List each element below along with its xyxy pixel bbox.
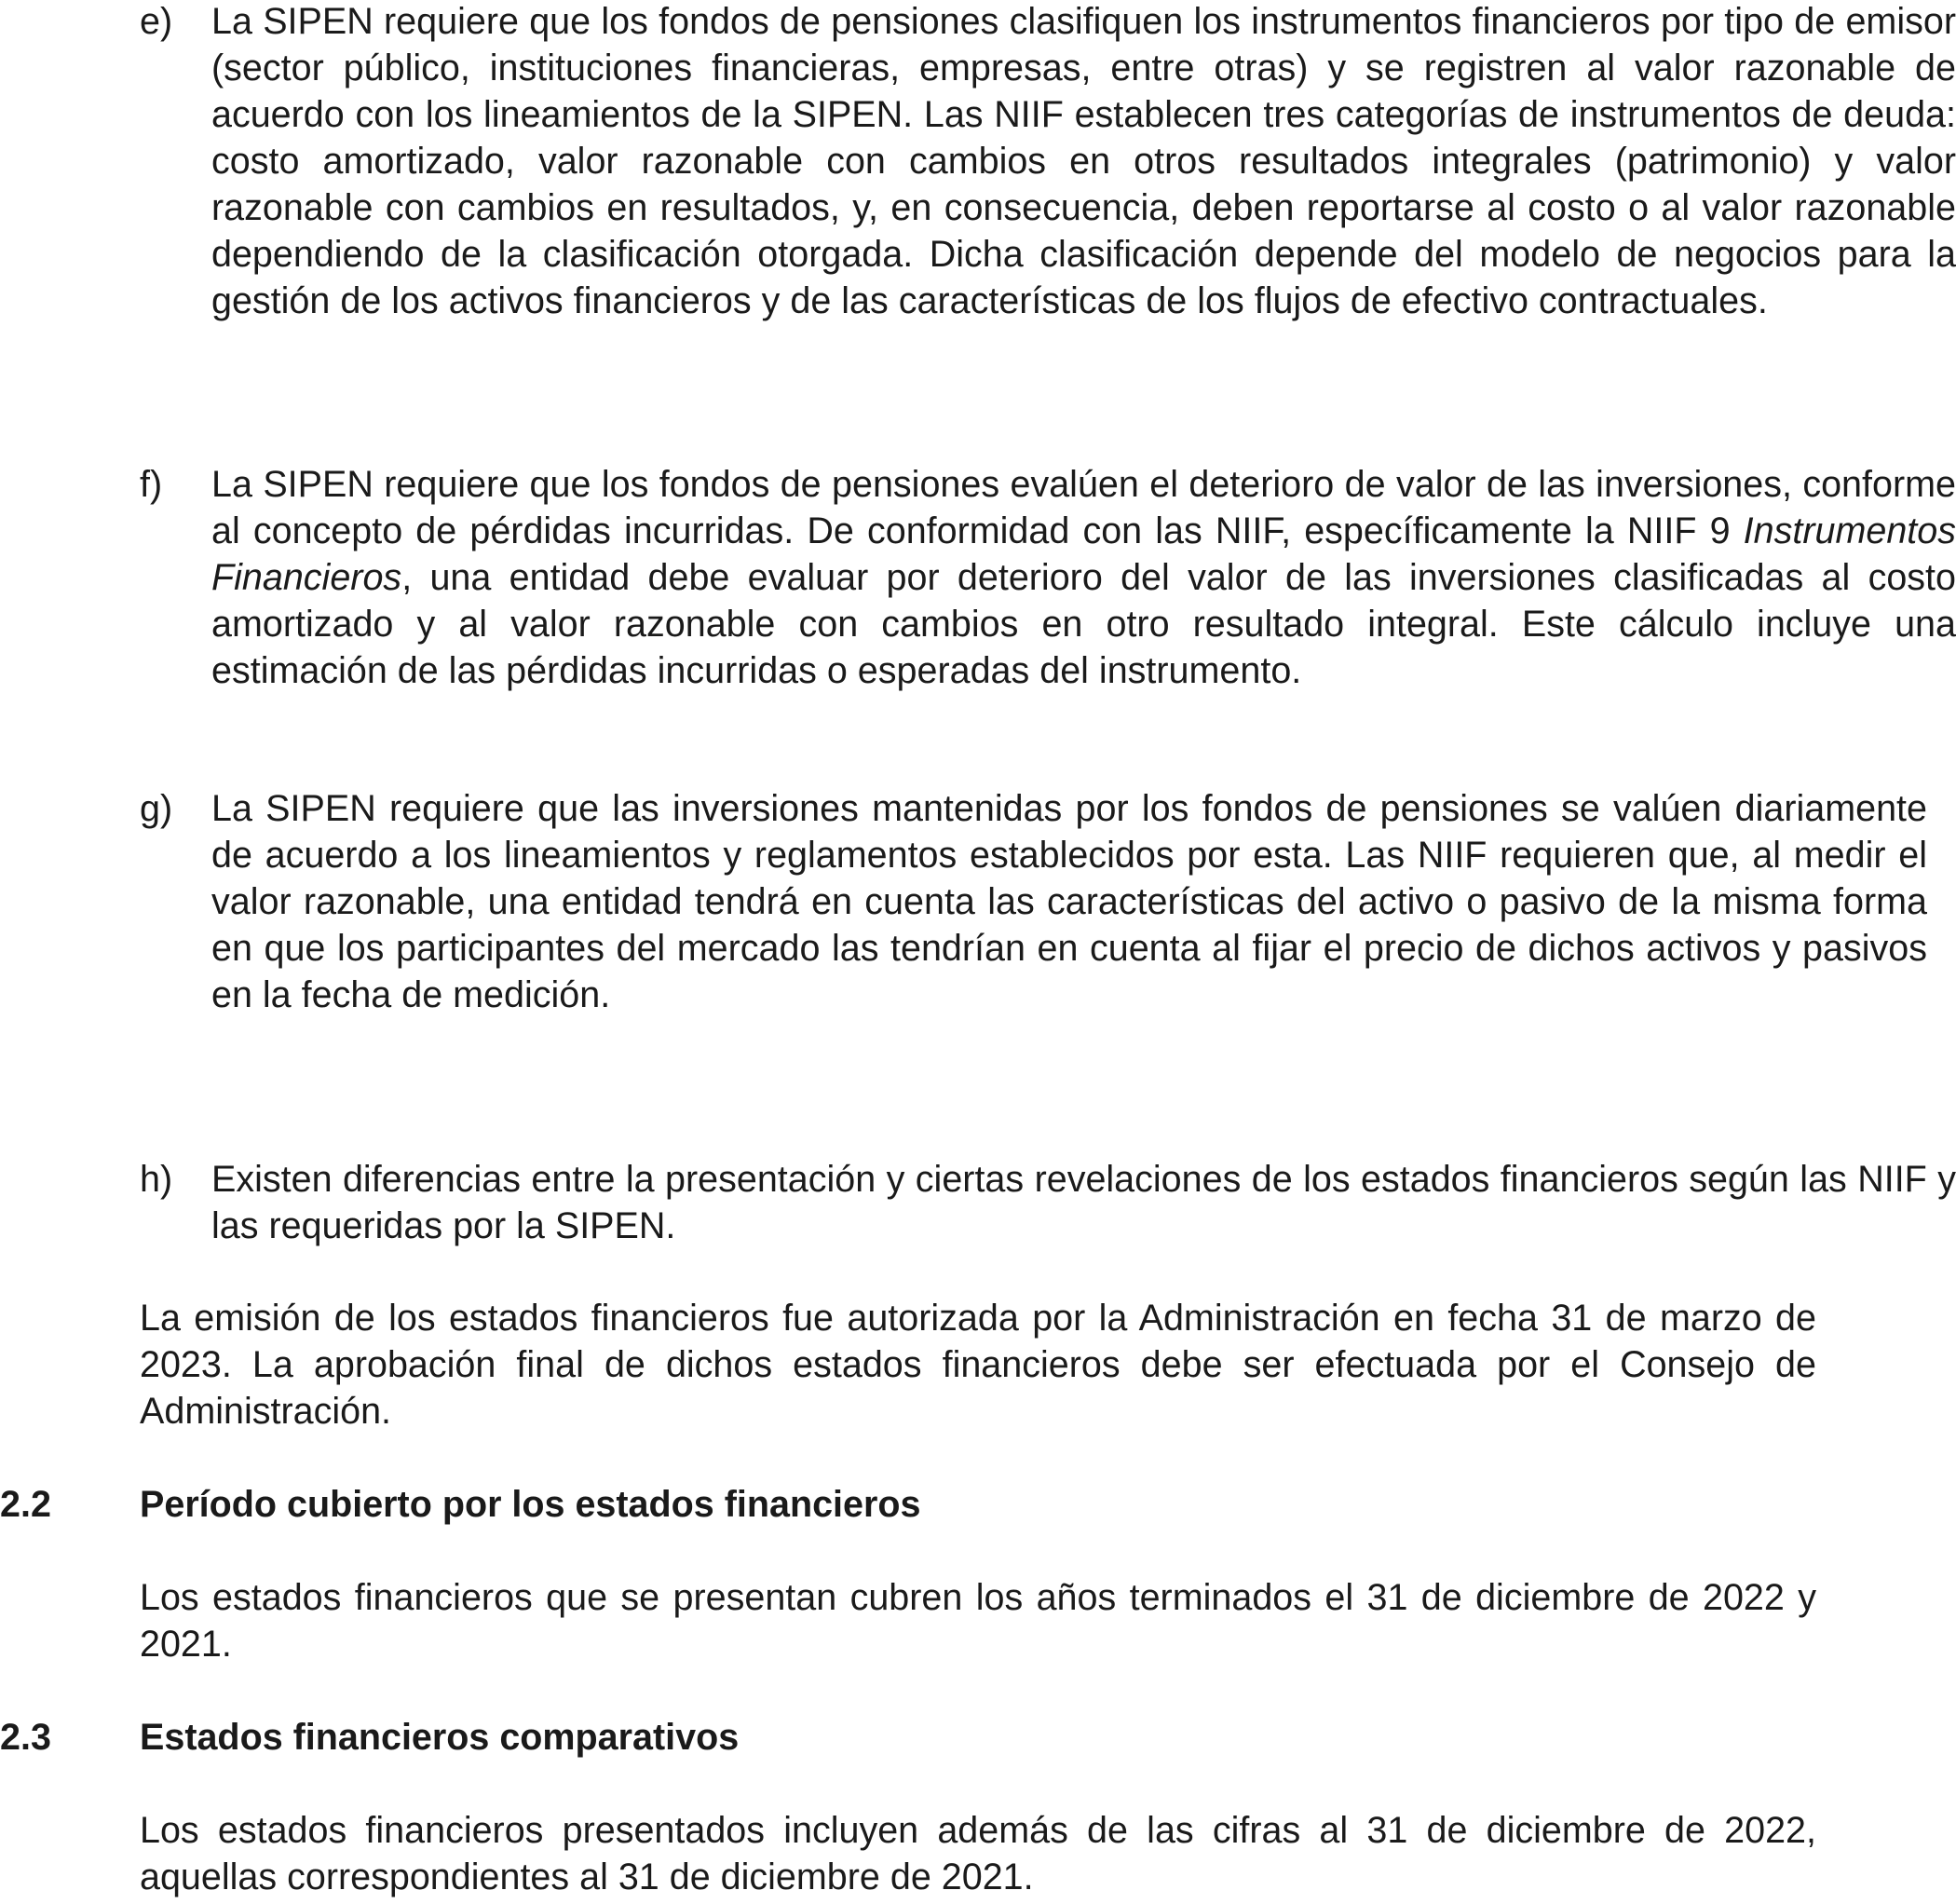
list-item-text: La SIPEN requiere que los fondos de pensiones clasifiquen los instrumentos financieros por tipo de emisor (sector público, instituciones financieras, empresas, entre otras) y se registren al valor razonable de acuerdo con los lineamientos de la SIPEN. Las NIIF establecen tres categorías de instrumentos de deuda: costo amortizado, valor razonable con cambios en otros resultados integrales (patrimonio) y valor razonable con cambios en resultados, y, en consecuencia, deben reportarse al costo o al valor razonable dependiendo de la clasificación otorgada. Dicha clasificación depende del modelo de negocios para la gestión de los activos financieros y de las características de los flujos de efectivo contractuales. — [211, 1, 1956, 321]
list-marker: e) — [140, 1, 173, 42]
list-marker: g) — [140, 788, 173, 829]
section-title: Estados financieros comparativos — [140, 1717, 740, 1758]
list-item-text: La SIPEN requiere que los fondos de pensiones evalúen el deterioro de valor de las inversiones, conforme al concepto de pérdidas incurridas. De conformidad con las NIIF, específicamente la NIIF 9 Instrumentos Financieros, una entidad debe evaluar por deterioro del valor de las inversiones clasificadas al costo amortizado y al valor razonable con cambios en otro resultado integral. Este cálculo incluye una estimación de las pérdidas incurridas o esperadas del instrumento. — [211, 464, 1956, 691]
section-2-2-paragraph: Los estados financieros que se presentan cubren los años terminados el 31 de diciembre de 2022 y 2021. — [140, 1577, 1816, 1665]
section-number: 2.3 — [0, 1717, 51, 1758]
authorization-paragraph: La emisión de los estados financieros fue autorizada por la Administración en fecha 31 de marzo de 2023. La aprobación final de dichos estados financieros debe ser efectuada por el Consejo de Administración. — [140, 1298, 1816, 1432]
section-heading-2-2 — [0, 1481, 1816, 1528]
section-heading-2-3 — [0, 1714, 1816, 1761]
section-number: 2.2 — [0, 1484, 51, 1525]
list-item-text: La SIPEN requiere que las inversiones mantenidas por los fondos de pensiones se valúen diariamente de acuerdo a los lineamientos y reglamentos establecidos por esta. Las NIIF requieren que, al medir el valor razonable, una entidad tendrá en cuenta las características del activo o pasivo de la misma forma en que los participantes del mercado las tendrían en cuenta al fijar el precio de dichos activos y pasivos en la fecha de medición. — [211, 788, 1927, 1015]
standard-title: Instrumentos Financieros — [211, 510, 1956, 598]
section-title: Período cubierto por los estados financieros — [140, 1484, 921, 1525]
list-item-text: Existen diferencias entre la presentación y ciertas revelaciones de los estados financieros según las NIIF y las requeridas por la SIPEN. — [211, 1159, 1956, 1246]
section-2-3-paragraph: Los estados financieros presentados incluyen además de las cifras al 31 de diciembre de 2022, aquellas correspondientes al 31 de diciembre de 2021. — [140, 1810, 1816, 1897]
list-marker: h) — [140, 1159, 173, 1200]
list-marker: f) — [140, 464, 163, 505]
